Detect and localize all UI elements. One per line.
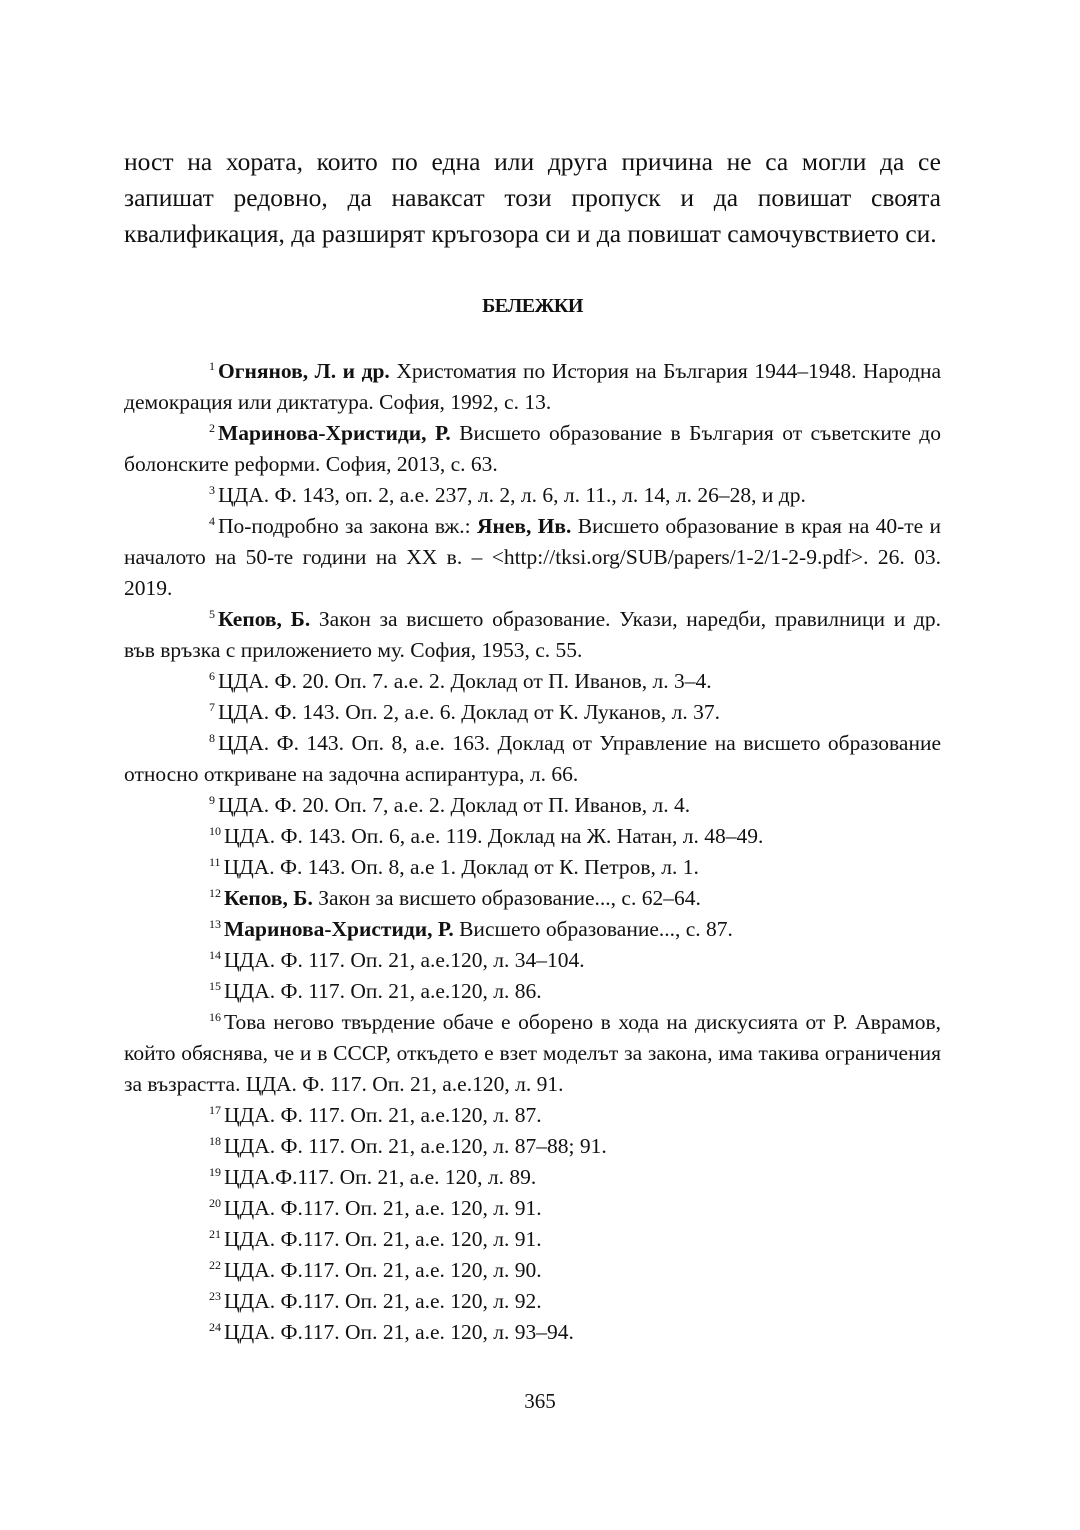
note-author: Янев, Ив. [476, 514, 572, 538]
note-number: 6 [209, 669, 215, 683]
note-author: Маринова-Христиди, Р. [224, 917, 454, 941]
note-number: 1 [209, 359, 215, 373]
note-item [124, 1162, 941, 1193]
note-text: ЦДА. Ф.117. Оп. 21, а.е. 120, л. 93–94. [224, 1320, 574, 1344]
note-author: Кепов, Б. [224, 886, 313, 910]
note-number: 8 [209, 731, 215, 745]
note-text: ЦДА. Ф. 143. Оп. 2, а.е. 6. Доклад от К. Луканов, л. 37. [218, 700, 720, 724]
note-text: Христоматия по История на България 1944–1948. Народна демокрация или диктатура. София, 1992, с. 13. [124, 359, 941, 414]
note-number: 16 [209, 1010, 221, 1024]
note-text: ЦДА.Ф.117. Оп. 21, а.е. 120, л. 89. [224, 1165, 537, 1189]
note-text: Закон за висшето образование. Укази, наредби, правилници и др. във връзка с приложението му. София, 1953, с. 55. [124, 607, 941, 662]
note-item [124, 821, 941, 852]
note-number: 3 [209, 483, 215, 497]
note-number: 20 [209, 1196, 221, 1210]
note-item [124, 1131, 941, 1162]
note-text: ЦДА. Ф. 143. Оп. 6, а.е. 119. Доклад на Ж. Натан, л. 48–49. [224, 824, 764, 848]
note-item [124, 914, 941, 945]
note-text: ЦДА. Ф. 143. Оп. 8, а.е. 163. Доклад от Управление на висшето образование относно откриване на задочна аспирантура, л. 66. [124, 731, 941, 786]
note-item [124, 1100, 941, 1131]
note-text: ЦДА. Ф. 20. Оп. 7, а.е. 2. Доклад от П. Иванов, л. 4. [218, 793, 691, 817]
note-item [124, 976, 941, 1007]
note-item [124, 1224, 941, 1255]
note-text: Висшето образование..., с. 87. [453, 917, 733, 941]
note-text: ЦДА. Ф. 117. Оп. 21, а.е.120, л. 34–104. [224, 948, 585, 972]
note-author: Кепов, Б. [218, 607, 311, 631]
note-number: 9 [209, 793, 215, 807]
note-text: ЦДА. Ф. 143, оп. 2, а.е. 237, л. 2, л. 6, л. 11., л. 14, л. 26–28, и др. [218, 483, 806, 507]
note-number: 11 [209, 855, 221, 869]
note-author: Маринова-Христиди, Р. [218, 421, 451, 445]
note-text: ЦДА. Ф.117. Оп. 21, а.е. 120, л. 91. [224, 1196, 542, 1220]
note-item [124, 480, 941, 511]
note-item [124, 790, 941, 821]
note-item [124, 728, 941, 790]
note-number: 18 [209, 1134, 221, 1148]
note-item [124, 1255, 941, 1286]
note-item [124, 1317, 941, 1348]
note-text: Висшето образование в края на 40-те и началото на 50-те години на XX в. – <http://tksi.org/SUB/papers/1-2/1-2-9.pdf>. 26. 03. 2019. [124, 514, 941, 600]
note-item [124, 697, 941, 728]
note-item [124, 883, 941, 914]
note-text: ЦДА. Ф. 117. Оп. 21, а.е.120, л. 87–88; 91. [224, 1134, 607, 1158]
note-text: ЦДА. Ф. 20. Оп. 7. а.е. 2. Доклад от П. Иванов, л. 3–4. [218, 669, 712, 693]
note-item [124, 604, 941, 666]
note-text: ЦДА. Ф. 143. Оп. 8, а.е 1. Доклад от К. Петров, л. 1. [223, 855, 699, 879]
note-item [124, 945, 941, 976]
note-text: Висшето образование в България от съветските до болонските реформи. София, 2013, с. 63. [124, 421, 941, 476]
note-text: ЦДА. Ф.117. Оп. 21, а.е. 120, л. 92. [224, 1289, 542, 1313]
note-number: 15 [209, 979, 221, 993]
notes-heading: БЕЛЕЖКИ [482, 295, 583, 317]
note-text: ЦДА. Ф. 117. Оп. 21, а.е.120, л. 87. [224, 1103, 542, 1127]
note-author: Огнянов, Л. и др. [218, 359, 390, 383]
note-number: 17 [209, 1103, 221, 1117]
note-number: 7 [209, 700, 215, 714]
note-number: 5 [209, 607, 215, 621]
note-text: Закон за висшето образование..., с. 62–64. [312, 886, 701, 910]
notes-list [124, 356, 941, 1348]
note-number: 13 [209, 917, 221, 931]
note-item [124, 356, 941, 418]
page-number: 365 [524, 1389, 556, 1413]
note-number: 21 [209, 1227, 221, 1241]
note-item [124, 418, 941, 480]
page-content [124, 144, 941, 1348]
note-number: 22 [209, 1258, 221, 1272]
intro-paragraph: ност на хората, които по една или друга причина не са могли да се запишат редовно, да наваксат този пропуск и да повишат своята квалификация, да разширят кръгозора си и да повишат самочувствието си. [124, 147, 941, 248]
note-text: По-подробно за закона вж.: [218, 514, 477, 538]
note-number: 10 [209, 824, 221, 838]
note-number: 19 [209, 1165, 221, 1179]
note-item [124, 666, 941, 697]
note-item [124, 1193, 941, 1224]
note-text: Това негово твърдение обаче е оборено в хода на дискусията от Р. Аврамов, който обяснява, че и в СССР, откъдето е взет моделът за закона, има такива ограничения за възрастта. ЦДА. Ф. 117. Оп. 21, а.е.120, л. 91. [124, 1010, 941, 1096]
note-text: ЦДА. Ф. 117. Оп. 21, а.е.120, л. 86. [224, 979, 542, 1003]
note-number: 14 [209, 948, 221, 962]
note-item [124, 511, 941, 604]
note-number: 23 [209, 1289, 221, 1303]
note-item [124, 1007, 941, 1100]
note-number: 12 [209, 886, 221, 900]
note-text: ЦДА. Ф.117. Оп. 21, а.е. 120, л. 91. [224, 1227, 542, 1251]
note-number: 2 [209, 421, 215, 435]
note-number: 4 [209, 514, 215, 528]
note-item [124, 1286, 941, 1317]
note-text: ЦДА. Ф.117. Оп. 21, а.е. 120, л. 90. [224, 1258, 542, 1282]
note-item [124, 852, 941, 883]
note-number: 24 [209, 1320, 221, 1334]
